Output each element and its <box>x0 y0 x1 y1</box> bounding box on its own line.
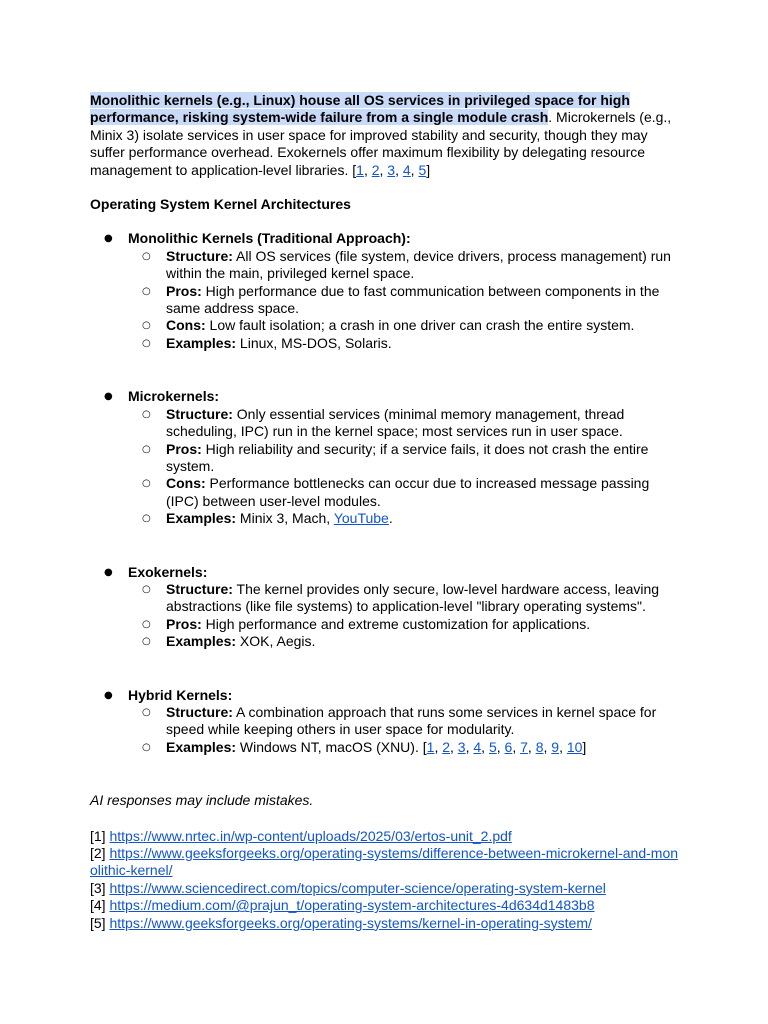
item-label: Structure: <box>166 247 233 264</box>
sub-list <box>128 581 680 651</box>
section-exokernels <box>90 564 680 651</box>
item-label: Examples: <box>166 334 237 351</box>
list-item <box>128 335 680 352</box>
reference-link[interactable]: https://www.nrtec.in/wp-content/uploads/2025/03/ertos-unit_2.pdf <box>109 827 512 844</box>
item-text: High performance and extreme customization for applications. <box>201 615 591 632</box>
item-label: Examples: <box>166 510 237 527</box>
list-item <box>128 441 680 476</box>
item-text: High performance due to fast communication between components in the same address space. <box>166 282 660 317</box>
citation-link[interactable]: 4 <box>402 161 411 178</box>
section-heading: Operating System Kernel Architectures <box>90 196 351 213</box>
citation-link[interactable]: 8 <box>535 738 544 755</box>
list-item <box>128 704 680 739</box>
reference-item <box>90 828 680 845</box>
citation-link[interactable]: 5 <box>418 161 427 178</box>
citation-link[interactable]: 10 <box>566 738 583 755</box>
references-list <box>90 828 680 932</box>
reference-item <box>90 897 680 914</box>
item-label: Examples: <box>166 738 237 755</box>
citation-link[interactable]: 2 <box>442 738 451 755</box>
citation-link[interactable]: 3 <box>387 161 396 178</box>
item-label: Examples: <box>166 633 237 650</box>
item-text: Performance bottlenecks can occur due to increased message passing (IPC) between user-level modules. <box>166 475 650 509</box>
item-label: Structure: <box>166 703 233 720</box>
item-text: A combination approach that runs some services in kernel space for speed while keeping others in user space for modularity. <box>166 703 657 738</box>
highlighted-summary: Monolithic kernels (e.g., Linux) house all OS services in privileged space for high performance, risking system-wide failure from a single module crash <box>90 92 630 126</box>
reference-number: [1] <box>90 827 106 844</box>
item-label: Pros: <box>166 615 202 632</box>
citation-link[interactable]: 1 <box>356 161 364 178</box>
list-item <box>128 510 680 527</box>
reference-number: [3] <box>90 879 106 896</box>
item-text: Only essential services (minimal memory management, thread scheduling, IPC) run in the kernel space; most services run in user space. <box>166 405 625 440</box>
youtube-link[interactable]: YouTube <box>333 510 389 527</box>
sub-list <box>128 704 680 756</box>
ai-disclaimer: AI responses may include mistakes. <box>90 792 314 809</box>
section-title: ● Hybrid Kernels: <box>128 686 233 703</box>
item-text: Linux, MS-DOS, Solaris. <box>236 334 392 351</box>
citation-link[interactable]: 1 <box>426 738 435 755</box>
reference-item <box>90 915 680 932</box>
item-text: High reliability and security; if a service fails, it does not crash the entire system. <box>166 440 649 474</box>
intro-paragraph: Monolithic kernels (e.g., Linux) house all OS services in privileged space for high performance, risking system-wide failure from a single module crash. Microkernels (e.g., Minix 3) isolate services in user space for improved stability and security, though they may suffer performance overhead. Exokernels offer maximum flexibility by delegating resource management to application-level libraries. [1, 2, 3, 4, 5] <box>90 92 672 178</box>
reference-link[interactable]: https://www.geeksforgeeks.org/operating-systems/kernel-in-operating-system/ <box>109 914 592 931</box>
list-item <box>128 581 680 616</box>
list-item <box>128 406 680 441</box>
reference-number: [4] <box>90 897 106 914</box>
citation-link[interactable]: 4 <box>473 738 482 755</box>
sub-list <box>128 248 680 352</box>
item-label: Structure: <box>166 405 233 422</box>
citation-link[interactable]: 5 <box>488 738 497 755</box>
list-item <box>128 248 680 283</box>
reference-item <box>90 880 680 897</box>
item-text: Minix 3, Mach, <box>236 510 334 527</box>
item-text: XOK, Aegis. <box>236 633 316 650</box>
item-label: Cons: <box>166 475 206 492</box>
citation-link[interactable]: 7 <box>520 738 528 755</box>
reference-item <box>90 845 680 880</box>
kernel-types-list <box>90 230 680 756</box>
section-microkernels <box>90 388 680 527</box>
section-title: ● Monolithic Kernels (Traditional Approach): <box>128 230 411 247</box>
reference-link[interactable]: https://www.sciencedirect.com/topics/computer-science/operating-system-kernel <box>109 879 606 896</box>
list-item <box>128 283 680 318</box>
item-text: All OS services (file system, device drivers, process management) run within the main, privileged kernel space. <box>166 247 671 282</box>
item-label: Pros: <box>166 282 202 299</box>
section-title: ● Microkernels: <box>128 388 220 405</box>
reference-link[interactable]: https://medium.com/@prajun_t/operating-system-architectures-4d634d1483b8 <box>109 897 595 914</box>
citation-link[interactable]: 9 <box>551 738 560 755</box>
item-label: Pros: <box>166 440 202 457</box>
citation-link[interactable]: 3 <box>457 738 466 755</box>
list-item <box>128 616 680 633</box>
item-text: The kernel provides only secure, low-level hardware access, leaving abstractions (like file systems) to application-level "library operating systems". <box>166 580 660 615</box>
intro-text: . Microkernels (e.g., Minix 3) isolate services in user space for improved stability and security, though they may suffer performance overhead. Exokernels offer maximum flexibility by delegating resource management to application-level libraries. <box>90 109 672 178</box>
reference-number: [2] <box>90 845 106 861</box>
reference-number: [5] <box>90 914 106 931</box>
section-monolithic <box>90 230 680 352</box>
list-item <box>128 317 680 334</box>
sub-list <box>128 406 680 528</box>
reference-link[interactable]: https://www.geeksforgeeks.org/operating-systems/difference-between-microkernel-and-monolithic-kernel/ <box>90 845 679 879</box>
item-text: Windows NT, macOS (XNU). <box>236 738 423 755</box>
item-label: Cons: <box>166 317 206 334</box>
list-item <box>128 475 680 510</box>
item-text: Low fault isolation; a crash in one driver can crash the entire system. <box>205 317 635 334</box>
section-title: ● Exokernels: <box>128 563 208 580</box>
citation-link[interactable]: 6 <box>504 738 513 755</box>
list-item <box>128 633 680 650</box>
citation-link[interactable]: 2 <box>371 161 380 178</box>
section-hybrid <box>90 687 680 757</box>
item-text-after: . <box>388 510 393 527</box>
list-item: ○ Examples: Windows NT, macOS (XNU). [1, 2, 3, 4, 5, 6, 7, 8, 9, 10] <box>128 739 680 756</box>
item-label: Structure: <box>166 580 233 597</box>
